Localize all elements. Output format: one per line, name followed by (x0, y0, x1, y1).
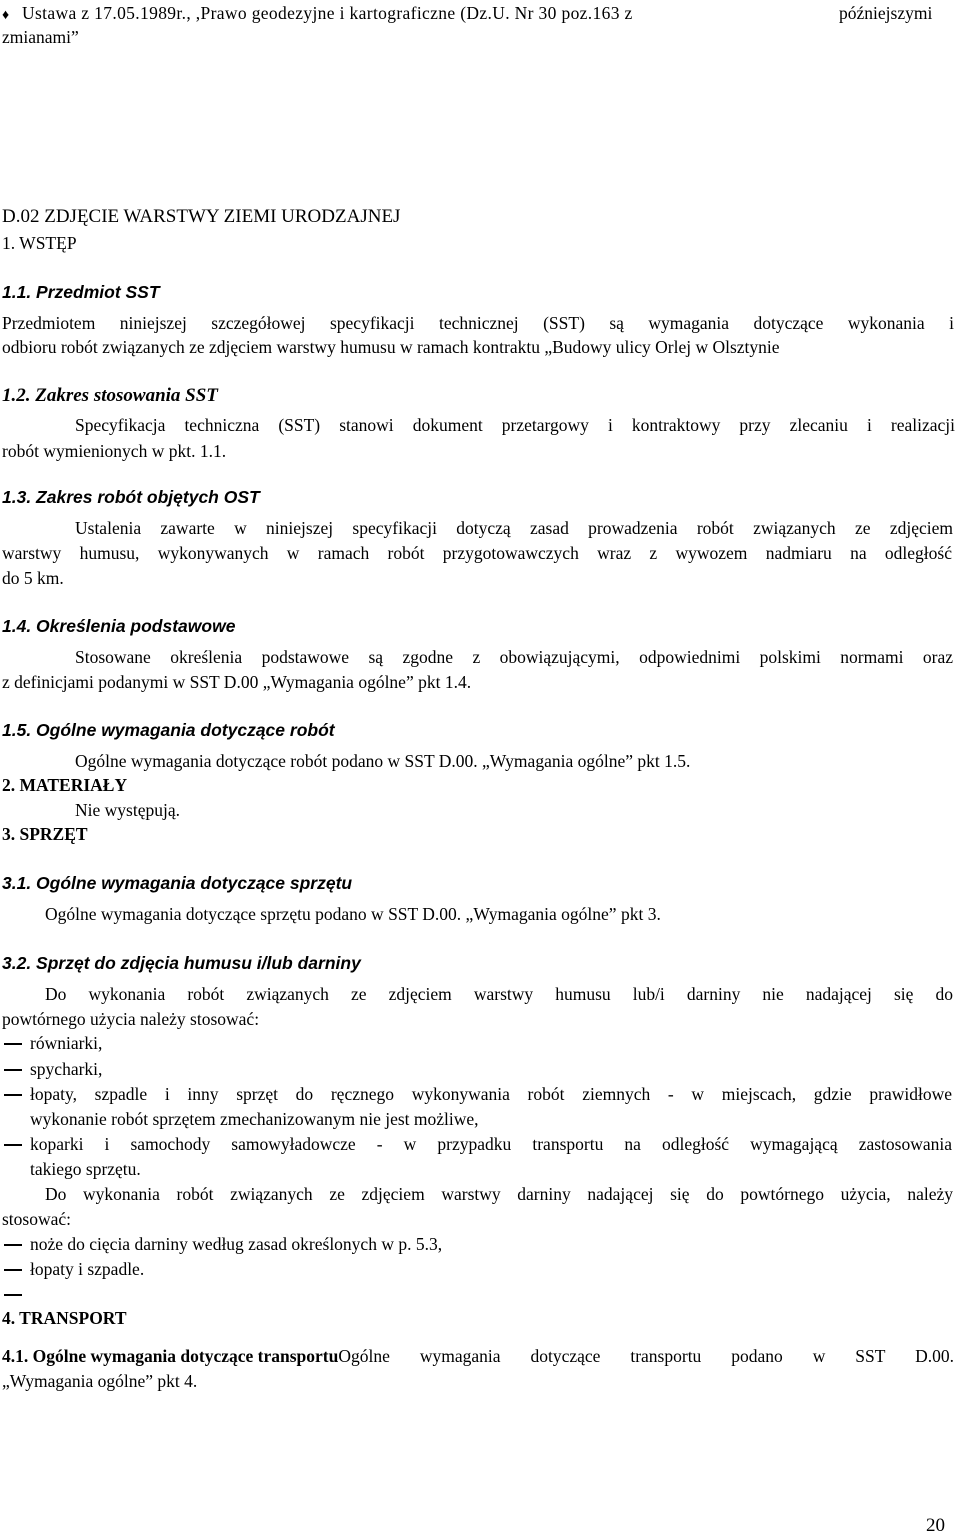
section-3-1-text: Ogólne wymagania dotyczące sprzętu podano w SST D.00. „Wymagania ogólne” pkt 3. (45, 904, 661, 924)
list-item-text: noże do cięcia darniny według zasad określonych w p. 5.3, (30, 1234, 443, 1254)
header-reference-right: późniejszymi (839, 3, 933, 23)
section-3-2-intro-line-1: Do wykonania robót związanych ze zdjęciem warstwy humusu lub/i darniny nie nadającej się do (45, 984, 953, 1004)
section-2-heading: 2. MATERIAŁY (2, 775, 128, 795)
section-1-3-line-3: do 5 km. (2, 568, 64, 588)
section-4-1-heading: 4.1. Ogólne wymagania dotyczące transportu (2, 1346, 339, 1366)
list-item-text: koparki i samochody samowyładowcze - w przypadku transportu na odległość wymagającą zastosowania (30, 1134, 952, 1154)
section-4-heading: 4. TRANSPORT (2, 1308, 127, 1328)
list-item-text: równiarki, (30, 1033, 103, 1053)
section-3-2-intro2-line-1: Do wykonania robót związanych ze zdjęciem warstwy darniny nadającej się do powtórnego użycia, należy (45, 1184, 953, 1204)
section-3-1-heading: 3.1. Ogólne wymagania dotyczące sprzętu (2, 873, 353, 893)
header-reference-text: Ustawa z 17.05.1989r., ,Prawo geodezyjne i kartograficzne (Dz.U. Nr 30 poz.163 z (22, 3, 633, 23)
list-item-text: łopaty i szpadle. (30, 1259, 145, 1279)
section-1-3-line-1: Ustalenia zawarte w niniejszej specyfikacji dotyczą zasad prowadzenia robót związanych ze zdjęciem (75, 518, 953, 538)
section-3-2-intro-line-2: powtórnego użycia należy stosować: (2, 1009, 260, 1029)
document-title: D.02 ZDJĘCIE WARSTWY ZIEMI URODZAJNEJ (2, 206, 401, 227)
section-4-1-text: Ogólne wymagania dotyczące transportu podano w SST D.00. (338, 1346, 954, 1366)
diamond-bullet-icon: ♦ (2, 8, 10, 23)
section-4-1-cont: „Wymagania ogólne” pkt 4. (2, 1371, 198, 1391)
section-4-1-text-wrap (338, 1345, 954, 1367)
section-3-heading: 3. SPRZĘT (2, 824, 88, 844)
section-1-5-heading: 1.5. Ogólne wymagania dotyczące robót (2, 720, 335, 740)
section-1-1-line-1: Przedmiotem niniejszej szczegółowej specyfikacji technicznej (SST) są wymagania dotyczące wykonania i (2, 313, 954, 333)
section-1-4-line-2: z definicjami podanymi w SST D.00 „Wymagania ogólne” pkt 1.4. (2, 672, 472, 692)
section-3-2-heading: 3.2. Sprzęt do zdjęcia humusu i/lub darniny (2, 953, 361, 973)
header-reference-cont: zmianami” (2, 27, 79, 47)
section-1-4-heading: 1.4. Określenia podstawowe (2, 616, 236, 636)
section-1-4-line-1: Stosowane określenia podstawowe są zgodne z obowiązującymi, odpowiednimi polskimi normami oraz (75, 647, 953, 667)
page-number: 20 (926, 1515, 945, 1536)
list-item-text: spycharki, (30, 1059, 103, 1079)
section-1-heading: 1. WSTĘP (2, 233, 77, 253)
list-item-text-cont: wykonanie robót sprzętem zmechanizowanym nie jest możliwe, (30, 1109, 479, 1129)
section-1-1-heading: 1.1. Przedmiot SST (2, 282, 160, 302)
section-1-3-line-2: warstwy humusu, wykonywanych w ramach robót przygotowawczych wraz z wywozem nadmiaru na odległość (2, 543, 952, 563)
list-item-text: łopaty, szpadle i inny sprzęt do ręcznego wykonywania robót ziemnych - w miejscach, gdzie prawidłowe (30, 1084, 952, 1104)
header-reference-line (2, 2, 952, 27)
list-item-text-cont: takiego sprzętu. (30, 1159, 141, 1179)
section-1-2-heading: 1.2. Zakres stosowania SST (2, 385, 218, 406)
section-4-1-line (2, 1345, 954, 1367)
section-3-2-intro2-line-2: stosować: (2, 1209, 72, 1229)
section-1-1-line-2: odbioru robót związanych ze zdjęciem warstwy humusu w ramach kontraktu „Budowy ulicy Orlej w Olsztynie (2, 337, 780, 357)
section-2-text: Nie występują. (75, 800, 180, 820)
section-1-2-line-1: Specyfikacja techniczna (SST) stanowi dokument przetargowy i kontraktowy przy zlecaniu i realizacji (75, 415, 955, 435)
section-1-3-heading: 1.3. Zakres robót objętych OST (2, 487, 260, 507)
section-1-5-line-1: Ogólne wymagania dotyczące robót podano w SST D.00. „Wymagania ogólne” pkt 1.5. (75, 751, 691, 771)
section-1-2-line-2: robót wymienionych w pkt. 1.1. (2, 441, 227, 461)
